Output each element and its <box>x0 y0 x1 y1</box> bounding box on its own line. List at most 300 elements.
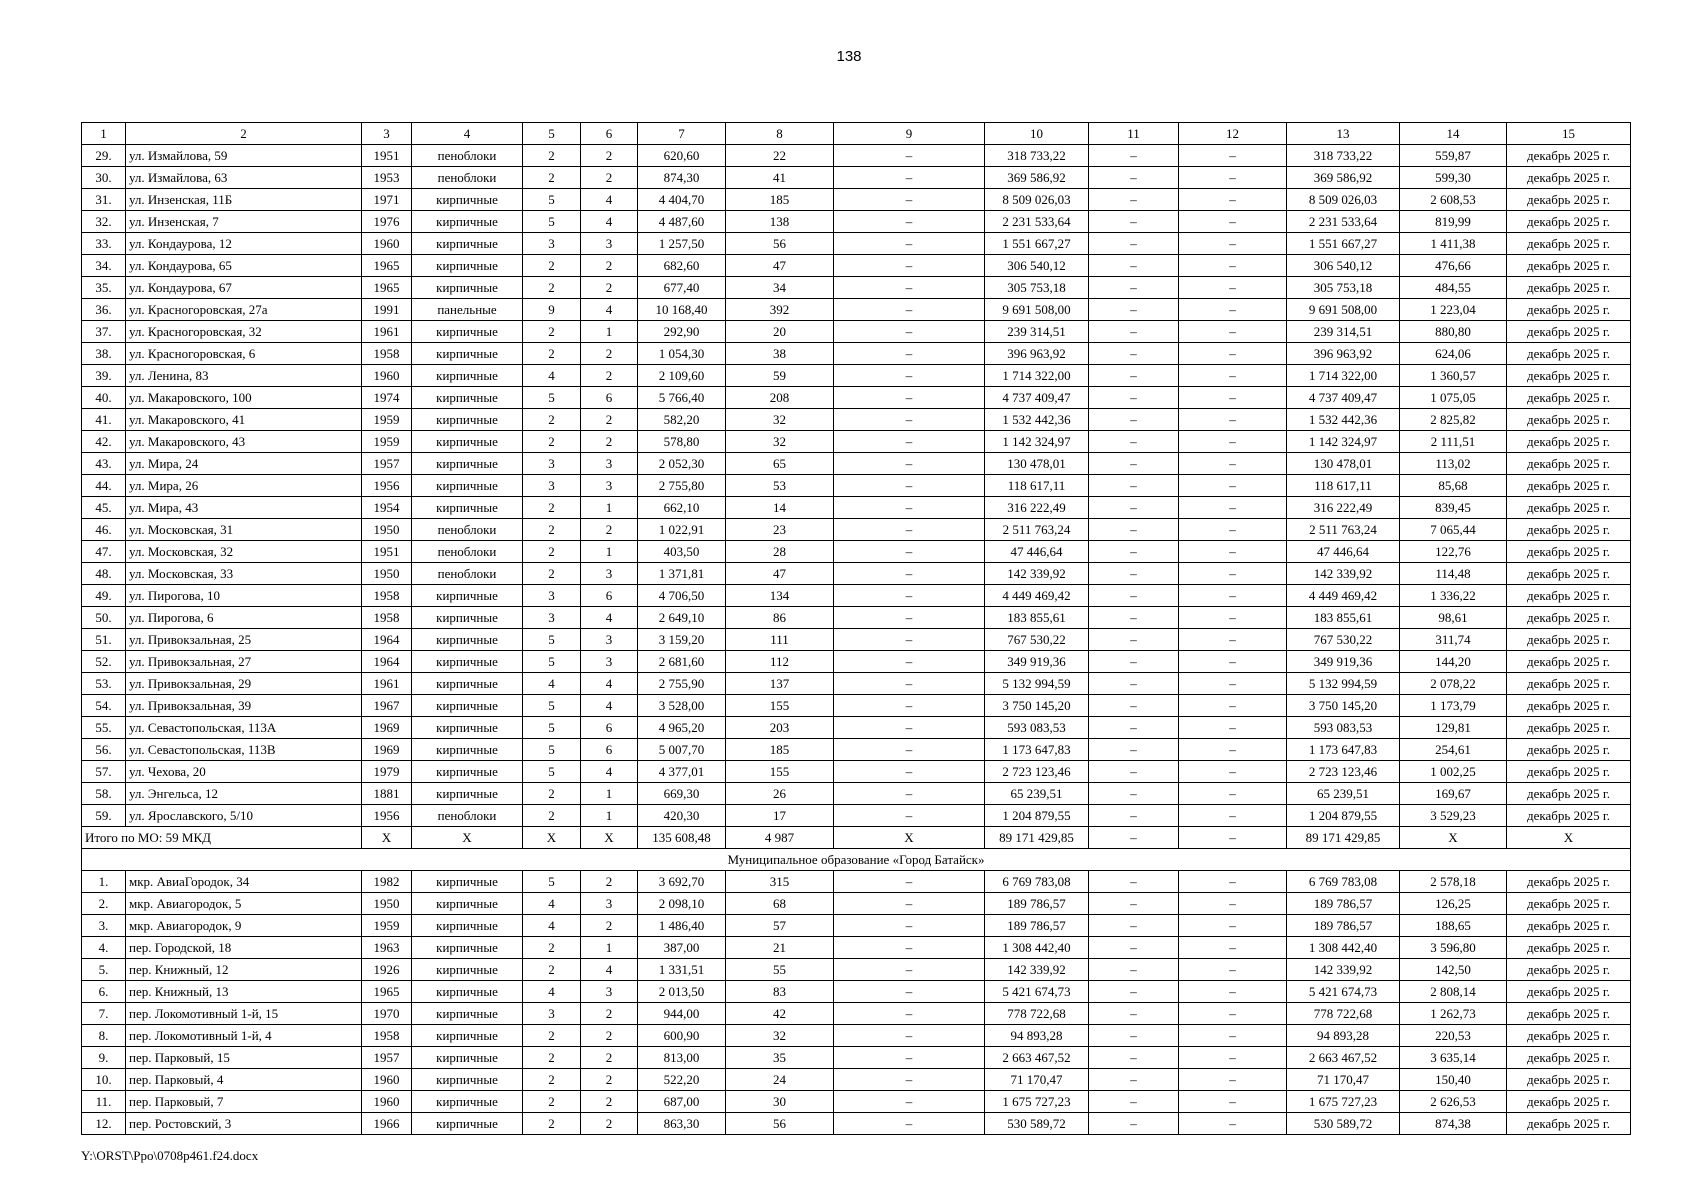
table-cell: 59 <box>726 365 834 387</box>
table-cell: – <box>1089 629 1179 651</box>
table-cell: 183 855,61 <box>1287 607 1400 629</box>
address-cell: ул. Кондаурова, 12 <box>126 233 362 255</box>
table-cell: 2 <box>523 1113 581 1135</box>
table-cell: – <box>1089 497 1179 519</box>
table-cell: 2 <box>523 343 581 365</box>
table-cell: 3 <box>581 629 638 651</box>
table-row <box>82 893 1631 915</box>
table-cell: – <box>834 1113 985 1135</box>
table-cell: 6 <box>581 585 638 607</box>
table-cell: 29. <box>82 145 126 167</box>
table-cell: 142 339,92 <box>985 959 1089 981</box>
table-cell: 2 <box>581 1091 638 1113</box>
table-cell: 403,50 <box>638 541 726 563</box>
address-cell: ул. Севастопольская, 113В <box>126 739 362 761</box>
table-cell: 600,90 <box>638 1025 726 1047</box>
table-cell: 3 <box>581 651 638 673</box>
address-cell: мкр. Авиагородок, 5 <box>126 893 362 915</box>
table-cell: 4 <box>581 959 638 981</box>
table-cell: 17 <box>726 805 834 827</box>
table-cell: – <box>1089 673 1179 695</box>
table-cell: 7 065,44 <box>1400 519 1507 541</box>
table-cell: 185 <box>726 189 834 211</box>
table-row <box>82 805 1631 827</box>
table-cell: 578,80 <box>638 431 726 453</box>
table-cell: 37. <box>82 321 126 343</box>
table-cell: – <box>834 321 985 343</box>
table-cell: 3 692,70 <box>638 871 726 893</box>
table-cell: 2 013,50 <box>638 981 726 1003</box>
table-cell: – <box>1179 937 1287 959</box>
table-cell: кирпичные <box>412 585 523 607</box>
table-cell: 22 <box>726 145 834 167</box>
address-cell: ул. Макаровского, 43 <box>126 431 362 453</box>
table-cell: – <box>1179 211 1287 233</box>
table-cell: 682,60 <box>638 255 726 277</box>
table-cell: – <box>1089 739 1179 761</box>
table-cell: 5 007,70 <box>638 739 726 761</box>
table-cell: 46. <box>82 519 126 541</box>
table-cell: декабрь 2025 г. <box>1507 145 1631 167</box>
table-cell: – <box>834 607 985 629</box>
table-cell: – <box>1179 717 1287 739</box>
table-cell: 6. <box>82 981 126 1003</box>
table-cell: 1964 <box>362 629 412 651</box>
table-row <box>82 1091 1631 1113</box>
table-cell: – <box>1179 431 1287 453</box>
table-cell: пеноблоки <box>412 563 523 585</box>
table-cell: 4 737 409,47 <box>1287 387 1400 409</box>
table-cell: 130 478,01 <box>1287 453 1400 475</box>
table-cell: – <box>1179 585 1287 607</box>
table-cell: 31. <box>82 189 126 211</box>
table-cell: 2 <box>523 1047 581 1069</box>
table-cell: 51. <box>82 629 126 651</box>
table-cell: 1953 <box>362 167 412 189</box>
table-cell: 1 022,91 <box>638 519 726 541</box>
table-cell: 1965 <box>362 255 412 277</box>
table-cell: – <box>834 453 985 475</box>
table-cell: 1 675 727,23 <box>1287 1091 1400 1113</box>
table-row <box>82 453 1631 475</box>
total-cell: – <box>1179 827 1287 849</box>
table-cell: 1959 <box>362 915 412 937</box>
table-cell: 1 360,57 <box>1400 365 1507 387</box>
table-cell: декабрь 2025 г. <box>1507 585 1631 607</box>
table-cell: 2 <box>523 277 581 299</box>
table-cell: 1 714 322,00 <box>985 365 1089 387</box>
table-cell: 2 111,51 <box>1400 431 1507 453</box>
table-cell: 56. <box>82 739 126 761</box>
table-cell: 2 578,18 <box>1400 871 1507 893</box>
table-cell: – <box>1089 563 1179 585</box>
table-cell: 1971 <box>362 189 412 211</box>
table-cell: кирпичные <box>412 981 523 1003</box>
table-cell: 30. <box>82 167 126 189</box>
table-cell: 4 <box>523 981 581 1003</box>
table-cell: декабрь 2025 г. <box>1507 959 1631 981</box>
table-cell: декабрь 2025 г. <box>1507 805 1631 827</box>
table-cell: 1926 <box>362 959 412 981</box>
table-cell: 2 825,82 <box>1400 409 1507 431</box>
table-cell: 47. <box>82 541 126 563</box>
table-cell: – <box>1179 189 1287 211</box>
table-cell: 2 <box>523 409 581 431</box>
table-cell: 305 753,18 <box>1287 277 1400 299</box>
table-cell: 1960 <box>362 1069 412 1091</box>
table-cell: декабрь 2025 г. <box>1507 255 1631 277</box>
table-cell: 1958 <box>362 343 412 365</box>
table-cell: 2 <box>523 1091 581 1113</box>
table-cell: 4 <box>523 915 581 937</box>
table-cell: – <box>1089 453 1179 475</box>
table-cell: 2 <box>581 1025 638 1047</box>
table-cell: – <box>834 871 985 893</box>
table-cell: 189 786,57 <box>1287 893 1400 915</box>
table-cell: 1957 <box>362 1047 412 1069</box>
table-cell: – <box>1089 915 1179 937</box>
table-cell: – <box>834 541 985 563</box>
table-cell: 58. <box>82 783 126 805</box>
table-cell: – <box>1089 651 1179 673</box>
table-cell: кирпичные <box>412 695 523 717</box>
address-cell: ул. Энгельса, 12 <box>126 783 362 805</box>
table-cell: 86 <box>726 607 834 629</box>
table-cell: – <box>834 475 985 497</box>
table-cell: 142,50 <box>1400 959 1507 981</box>
table-cell: 8 509 026,03 <box>1287 189 1400 211</box>
table-cell: 144,20 <box>1400 651 1507 673</box>
table-cell: 208 <box>726 387 834 409</box>
table-cell: 4 <box>581 761 638 783</box>
table-cell: 5 <box>523 739 581 761</box>
address-cell: мкр. Авиагородок, 9 <box>126 915 362 937</box>
table-cell: 14 <box>726 497 834 519</box>
table-cell: 1 411,38 <box>1400 233 1507 255</box>
table-cell: 1 308 442,40 <box>985 937 1089 959</box>
address-cell: мкр. АвиаГородок, 34 <box>126 871 362 893</box>
table-cell: 85,68 <box>1400 475 1507 497</box>
table-cell: – <box>1179 739 1287 761</box>
table-cell: декабрь 2025 г. <box>1507 189 1631 211</box>
table-cell: – <box>1179 695 1287 717</box>
table-cell: 4 <box>581 189 638 211</box>
table-cell: 420,30 <box>638 805 726 827</box>
table-cell: 220,53 <box>1400 1025 1507 1047</box>
table-cell: 1 054,30 <box>638 343 726 365</box>
table-cell: 4 404,70 <box>638 189 726 211</box>
table-cell: 1 371,81 <box>638 563 726 585</box>
table-cell: декабрь 2025 г. <box>1507 519 1631 541</box>
table-cell: декабрь 2025 г. <box>1507 365 1631 387</box>
table-cell: – <box>834 1003 985 1025</box>
table-cell: 189 786,57 <box>1287 915 1400 937</box>
table-cell: 142 339,92 <box>1287 959 1400 981</box>
table-cell: 2 <box>581 915 638 937</box>
table-cell: 5 <box>523 189 581 211</box>
address-cell: ул. Мира, 24 <box>126 453 362 475</box>
table-cell: 1950 <box>362 563 412 585</box>
address-cell: ул. Измайлова, 59 <box>126 145 362 167</box>
table-cell: 21 <box>726 937 834 959</box>
table-cell: 2 <box>523 431 581 453</box>
table-cell: 1 075,05 <box>1400 387 1507 409</box>
table-cell: кирпичные <box>412 937 523 959</box>
table-cell: 10 168,40 <box>638 299 726 321</box>
table-cell: – <box>834 805 985 827</box>
table-cell: 2 <box>523 145 581 167</box>
table-cell: 155 <box>726 761 834 783</box>
table-cell: 150,40 <box>1400 1069 1507 1091</box>
table-cell: кирпичные <box>412 277 523 299</box>
table-cell: 2 <box>581 167 638 189</box>
table-cell: 129,81 <box>1400 717 1507 739</box>
table-cell: декабрь 2025 г. <box>1507 1003 1631 1025</box>
table-cell: кирпичные <box>412 739 523 761</box>
table-cell: декабрь 2025 г. <box>1507 871 1631 893</box>
address-cell: пер. Локомотивный 1-й, 15 <box>126 1003 362 1025</box>
table-row <box>82 871 1631 893</box>
table-cell: 1 <box>581 497 638 519</box>
table-cell: декабрь 2025 г. <box>1507 783 1631 805</box>
table-cell: 392 <box>726 299 834 321</box>
table-cell: 3 <box>523 585 581 607</box>
table-cell: – <box>834 695 985 717</box>
table-cell: – <box>834 365 985 387</box>
table-cell: 306 540,12 <box>985 255 1089 277</box>
table-cell: 1 551 667,27 <box>1287 233 1400 255</box>
table-cell: – <box>1089 299 1179 321</box>
table-cell: 203 <box>726 717 834 739</box>
table-cell: 687,00 <box>638 1091 726 1113</box>
table-cell: 1958 <box>362 607 412 629</box>
table-cell: 42. <box>82 431 126 453</box>
table-cell: декабрь 2025 г. <box>1507 695 1631 717</box>
table-cell: 55 <box>726 959 834 981</box>
address-cell: ул. Привокзальная, 39 <box>126 695 362 717</box>
table-cell: 669,30 <box>638 783 726 805</box>
table-cell: декабрь 2025 г. <box>1507 739 1631 761</box>
table-cell: 3 <box>581 233 638 255</box>
table-cell: 2. <box>82 893 126 915</box>
table-cell: 2 <box>581 519 638 541</box>
table-cell: 2 <box>523 167 581 189</box>
table-cell: 48. <box>82 563 126 585</box>
address-cell: ул. Макаровского, 100 <box>126 387 362 409</box>
table-cell: 1950 <box>362 519 412 541</box>
table-cell: – <box>1179 959 1287 981</box>
table-cell: 3 <box>581 475 638 497</box>
table-cell: 118 617,11 <box>1287 475 1400 497</box>
table-cell: 369 586,92 <box>985 167 1089 189</box>
address-cell: ул. Пирогова, 10 <box>126 585 362 607</box>
table-cell: 42 <box>726 1003 834 1025</box>
table-cell: – <box>834 497 985 519</box>
table-cell: 2 <box>523 1025 581 1047</box>
table-cell: 138 <box>726 211 834 233</box>
table-row <box>82 739 1631 761</box>
table-cell: кирпичные <box>412 211 523 233</box>
total-cell: X <box>1400 827 1507 849</box>
table-cell: – <box>834 1025 985 1047</box>
total-cell: X <box>1507 827 1631 849</box>
table-cell: 1960 <box>362 233 412 255</box>
total-cell: – <box>1089 827 1179 849</box>
table-cell: 1967 <box>362 695 412 717</box>
table-cell: 1961 <box>362 673 412 695</box>
table-row <box>82 915 1631 937</box>
table-cell: 1969 <box>362 717 412 739</box>
table-cell: – <box>1089 1069 1179 1091</box>
table-cell: 65 239,51 <box>1287 783 1400 805</box>
table-cell: кирпичные <box>412 783 523 805</box>
table-cell: 2 <box>523 563 581 585</box>
table-cell: 2 <box>523 321 581 343</box>
table-cell: 114,48 <box>1400 563 1507 585</box>
table-cell: 305 753,18 <box>985 277 1089 299</box>
table-cell: – <box>1089 475 1179 497</box>
table-cell: 183 855,61 <box>985 607 1089 629</box>
table-cell: 1951 <box>362 145 412 167</box>
table-cell: 35. <box>82 277 126 299</box>
table-cell: 2 608,53 <box>1400 189 1507 211</box>
table-row <box>82 1113 1631 1135</box>
table-cell: 38 <box>726 343 834 365</box>
footer-file-path: Y:\ORST\Ppo\0708p461.f24.docx <box>81 1148 259 1163</box>
table-cell: – <box>834 893 985 915</box>
table-cell: 1 <box>581 805 638 827</box>
table-cell: – <box>1179 783 1287 805</box>
table-cell: 6 769 783,08 <box>1287 871 1400 893</box>
table-cell: 778 722,68 <box>1287 1003 1400 1025</box>
table-cell: 4 487,60 <box>638 211 726 233</box>
address-cell: ул. Кондаурова, 67 <box>126 277 362 299</box>
table-cell: кирпичные <box>412 629 523 651</box>
housing-register-table <box>81 122 1631 1135</box>
table-cell: 1958 <box>362 585 412 607</box>
table-cell: 292,90 <box>638 321 726 343</box>
table-cell: 39. <box>82 365 126 387</box>
table-cell: – <box>1179 1047 1287 1069</box>
table-cell: декабрь 2025 г. <box>1507 607 1631 629</box>
table-cell: – <box>1179 541 1287 563</box>
table-cell: 1 <box>581 783 638 805</box>
table-cell: – <box>1089 321 1179 343</box>
table-cell: – <box>1089 937 1179 959</box>
address-cell: ул. Московская, 33 <box>126 563 362 585</box>
table-cell: 593 083,53 <box>1287 717 1400 739</box>
table-cell: 1 223,04 <box>1400 299 1507 321</box>
table-row <box>82 167 1631 189</box>
table-cell: 3 596,80 <box>1400 937 1507 959</box>
table-cell: 1 142 324,97 <box>1287 431 1400 453</box>
table-cell: кирпичные <box>412 673 523 695</box>
table-cell: кирпичные <box>412 959 523 981</box>
table-cell: – <box>834 915 985 937</box>
table-cell: – <box>1089 1047 1179 1069</box>
table-cell: кирпичные <box>412 761 523 783</box>
table-cell: 1 <box>581 937 638 959</box>
table-cell: 4 449 469,42 <box>1287 585 1400 607</box>
table-cell: 2 078,22 <box>1400 673 1507 695</box>
table-cell: 4 449 469,42 <box>985 585 1089 607</box>
table-cell: декабрь 2025 г. <box>1507 629 1631 651</box>
table-cell: 1951 <box>362 541 412 563</box>
table-cell: 142 339,92 <box>985 563 1089 585</box>
table-cell: 56 <box>726 1113 834 1135</box>
table-cell: 239 314,51 <box>1287 321 1400 343</box>
table-cell: кирпичные <box>412 431 523 453</box>
table-cell: 2 663 467,52 <box>1287 1047 1400 1069</box>
table-cell: 4. <box>82 937 126 959</box>
table-cell: 1963 <box>362 937 412 959</box>
table-cell: 188,65 <box>1400 915 1507 937</box>
table-row <box>82 717 1631 739</box>
table-cell: 118 617,11 <box>985 475 1089 497</box>
table-cell: – <box>834 783 985 805</box>
table-cell: – <box>834 1091 985 1113</box>
table-cell: 3 <box>581 981 638 1003</box>
table-cell: 369 586,92 <box>1287 167 1400 189</box>
table-cell: кирпичные <box>412 1025 523 1047</box>
table-cell: – <box>1089 805 1179 827</box>
table-cell: – <box>834 277 985 299</box>
table-cell: 40. <box>82 387 126 409</box>
table-cell: 2 <box>581 1047 638 1069</box>
table-cell: – <box>1179 1091 1287 1113</box>
table-cell: 5 <box>523 651 581 673</box>
table-cell: – <box>834 981 985 1003</box>
table-cell: 476,66 <box>1400 255 1507 277</box>
table-cell: 43. <box>82 453 126 475</box>
table-cell: – <box>1089 1003 1179 1025</box>
table-cell: 41. <box>82 409 126 431</box>
table-cell: – <box>1179 321 1287 343</box>
table-cell: 2 <box>523 497 581 519</box>
table-cell: 944,00 <box>638 1003 726 1025</box>
table-cell: 2 <box>523 805 581 827</box>
table-cell: – <box>834 519 985 541</box>
table-cell: 65 <box>726 453 834 475</box>
address-cell: пер. Парковый, 15 <box>126 1047 362 1069</box>
table-cell: пеноблоки <box>412 145 523 167</box>
table-cell: 4 <box>581 695 638 717</box>
table-cell: 2 <box>523 959 581 981</box>
table-cell: декабрь 2025 г. <box>1507 563 1631 585</box>
table-cell: 2 <box>581 343 638 365</box>
table-cell: 1959 <box>362 431 412 453</box>
table-cell: 2 723 123,46 <box>985 761 1089 783</box>
table-cell: 254,61 <box>1400 739 1507 761</box>
table-cell: 2 <box>581 409 638 431</box>
table-cell: 677,40 <box>638 277 726 299</box>
table-cell: 8 509 026,03 <box>985 189 1089 211</box>
table-cell: 5 <box>523 761 581 783</box>
table-cell: 9. <box>82 1047 126 1069</box>
table-cell: 36. <box>82 299 126 321</box>
table-cell: – <box>1179 915 1287 937</box>
table-cell: 5 132 994,59 <box>985 673 1089 695</box>
table-cell: 189 786,57 <box>985 893 1089 915</box>
table-cell: – <box>1179 1025 1287 1047</box>
table-cell: 1 532 442,36 <box>1287 409 1400 431</box>
table-cell: – <box>834 299 985 321</box>
table-cell: 34. <box>82 255 126 277</box>
table-cell: 1950 <box>362 893 412 915</box>
table-cell: 5 766,40 <box>638 387 726 409</box>
table-cell: – <box>1089 695 1179 717</box>
table-cell: декабрь 2025 г. <box>1507 937 1631 959</box>
